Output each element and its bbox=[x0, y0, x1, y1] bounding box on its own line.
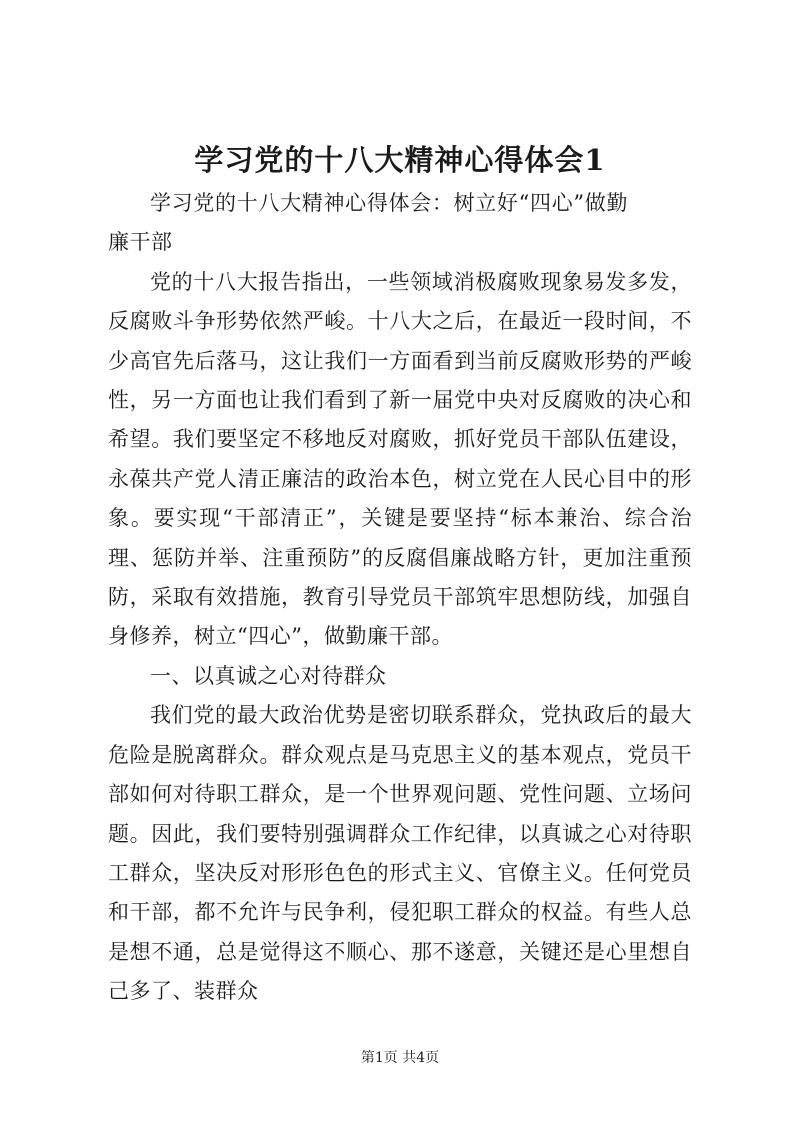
body-paragraph: 党的十八大报告指出，一些领域消极腐败现象易发多发，反腐败斗争形势依然严峻。十八大之后，在最近一段时间，不少高官先后落马，这让我们一方面看到当前反腐败形势的严峻性，另一方面也让我们看到了新一届党中央对反腐败的决心和希望。我们要坚定不移地反对腐败，抓好党员干部队伍建设，永葆共产党人清正廉洁的政治本色，树立党在人民心目中的形象。要实现“干部清正”，关键是要坚持“标本兼治、综合治理、惩防并举、注重预防”的反腐倡廉战略方针，更加注重预防，采取有效措施，教育引导党员干部筑牢思想防线，加强自身修养，树立“四心”，做勤廉干部。 bbox=[108, 269, 692, 649]
document-title: 学习党的十八大精神心得体会1 bbox=[194, 143, 606, 177]
body-paragraph: 我们党的最大政治优势是密切联系群众，党执政后的最大危险是脱离群众。群众观点是马克思主义的基本观点，党员干部如何对待职工群众，是一个世界观问题、党性问题、立场问题。因此，我们要特别强调群众工作纪律，以真诚之心对待职工群众，坚决反对形形色色的形式主义、官僚主义。任何党员和干部，都不允许与民争利，侵犯职工群众的权益。有些人总是想不通，总是觉得这不顺心、那不遂意，关键还是心里想自己多了、装群众 bbox=[108, 703, 692, 1004]
subtitle-paragraph: 学习党的十八大精神心得体会：树立好“四心”做勤廉干部 bbox=[108, 191, 628, 255]
page-footer: 第1页 共4页 bbox=[360, 1050, 440, 1066]
section-heading: 一、以真诚之心对待群众 bbox=[150, 663, 387, 688]
document-body bbox=[108, 184, 692, 1012]
